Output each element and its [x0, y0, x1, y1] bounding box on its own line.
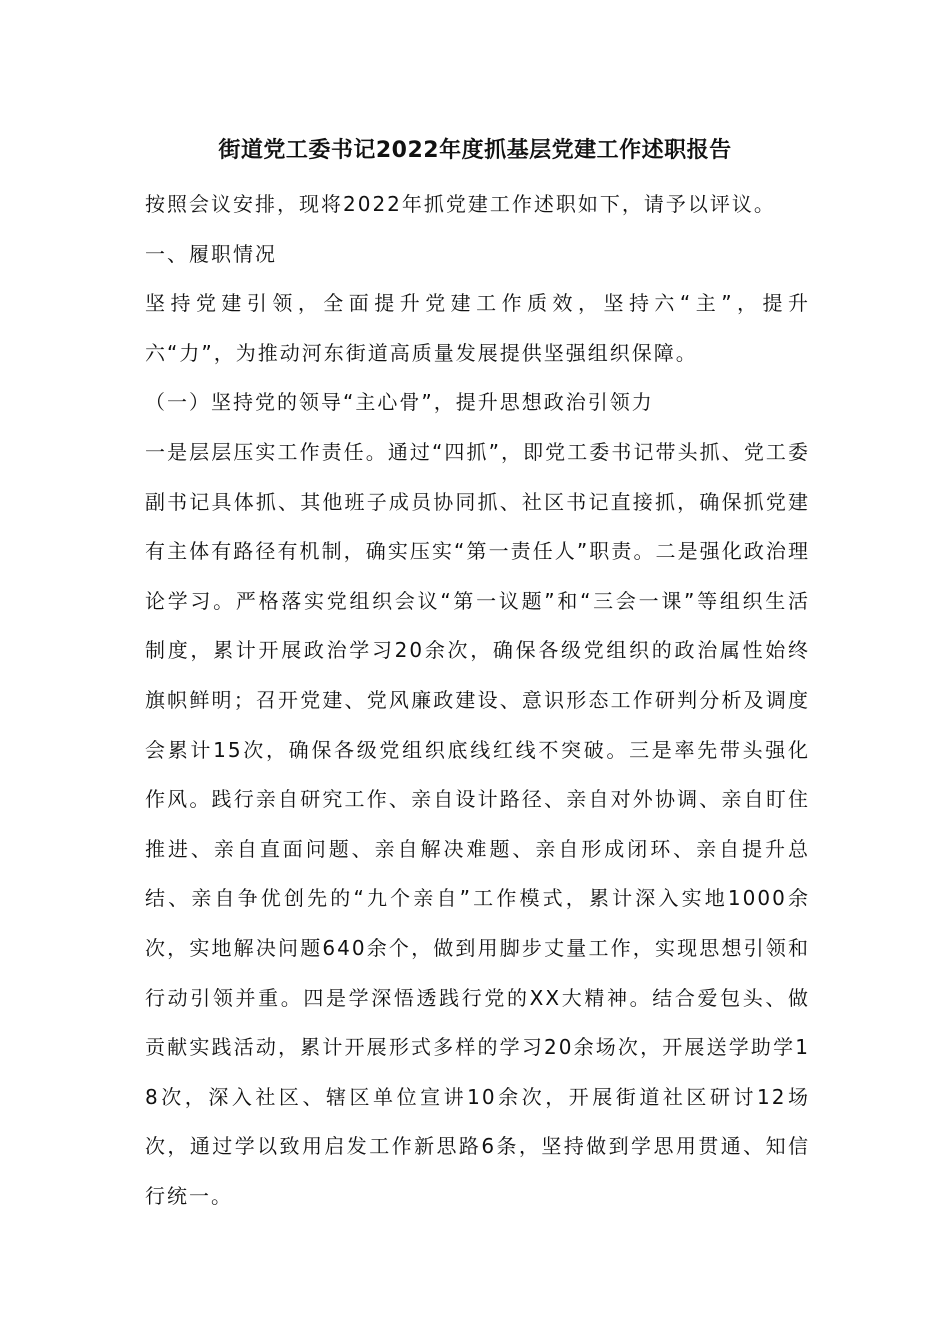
- document-title: 街道党工委书记2022年度抓基层党建工作述职报告: [218, 138, 732, 163]
- detail-paragraph: 一是层层压实工作责任。通过“四抓”，即党工委书记带头抓、党工委副书记具体抓、其他班子成员协同抓、社区书记直接抓，确保抓党建有主体有路径有机制，确实压实“第一责任人”职责。二是强化政治理论学习。严格落实党组织会议“第一议题”和“三会一课”等组织生活制度，累计开展政治学习20余次，确保各级党组织的政治属性始终旗帜鲜明；召开党建、党风廉政建设、意识形态工作研判分析及调度会累计15次，确保各级党组织底线红线不突破。三是率先带头强化作风。践行亲自研究工作、亲自设计路径、亲自对外协调、亲自盯住推进、亲自直面问题、亲自解决难题、亲自形成闭环、亲自提升总结、亲自争优创先的“九个亲自”工作模式，累计深入实地1000余次，实地解决问题640余个，做到用脚步丈量工作，实现思想引领和行动引领并重。四是学深悟透践行党的XX大精神。结合爱包头、做贡献实践活动，累计开展形式多样的学习20余场次，开展送学助学18次，深入社区、辖区单位宣讲10余次，开展街道社区研讨12场次，通过学以致用启发工作新思路6条，坚持做到学思用贯通、知信行统一。: [145, 439, 810, 1208]
- subsection-heading-leadership: （一）坚持党的领导“主心骨”，提升思想政治引领力: [145, 390, 654, 415]
- document-body: [145, 180, 810, 1221]
- intro-paragraph: 按照会议安排，现将2022年抓党建工作述职如下，请予以评议。: [145, 192, 776, 216]
- section-heading-duty: 一、履职情况: [145, 241, 277, 266]
- overview-paragraph: 坚持党建引领，全面提升党建工作质效，坚持六“主”，提升六“力”，为推动河东街道高质量发展提供坚强组织保障。: [145, 291, 810, 365]
